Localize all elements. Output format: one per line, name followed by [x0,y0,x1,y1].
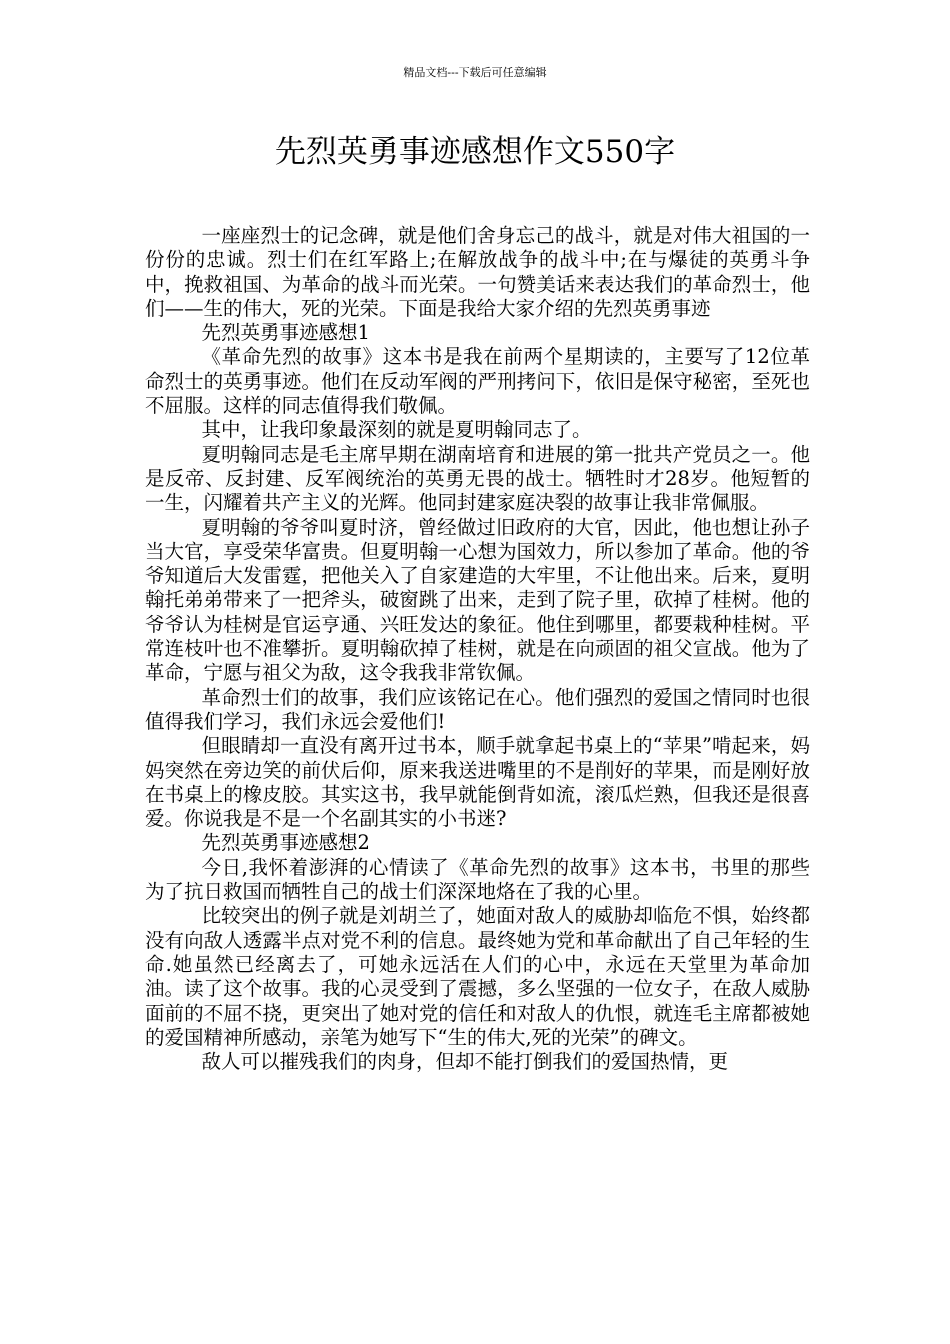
paragraph: 但眼睛却一直没有离开过书本，顺手就拿起书桌上的“苹果”啃起来，妈妈突然在旁边笑的前伏后仰，原来我送进嘴里的不是削好的苹果，而是刚好放在书桌上的橡皮胶。其实这书，我早就能倒背如流，滚瓜烂熟，但我还是很喜爱。你说我是不是一个名副其实的小书迷? [145,734,810,831]
paragraph: 夏明翰的爷爷叫夏时济，曾经做过旧政府的大官，因此，他也想让孙子当大官，享受荣华富贵。但夏明翰一心想为国效力，所以参加了革命。他的爷爷知道后大发雷霆，把他关入了自家建造的大牢里，不让他出来。后来，夏明翰托弟弟带来了一把斧头，破窗跳了出来，走到了院子里，砍掉了桂树。他的爷爷认为桂树是官运亨通、兴旺发达的象征。他住到哪里，都要栽种桂树。平常连枝叶也不准攀折。夏明翰砍掉了桂树，就是在向顽固的祖父宣战。他为了革命，宁愿与祖父为敌，这令我我非常钦佩。 [145,515,810,685]
paragraph: 今日,我怀着澎湃的心情读了《革命先烈的故事》这本书，书里的那些为了抗日救国而牺牲自己的战士们深深地烙在了我的心里。 [145,855,810,904]
paragraph: 比较突出的例子就是刘胡兰了，她面对敌人的威胁却临危不惧，始终都没有向敌人透露半点对党不利的信息。最终她为党和革命献出了自己年轻的生命.她虽然已经离去了，可她永远活在人们的心中，永远在天堂里为革命加油。读了这个故事。我的心灵受到了震撼，多么坚强的一位女子，在敌人威胁面前的不屈不挠，更突出了她对党的信任和对敌人的仇恨，就连毛主席都被她的爱国精神所感动，亲笔为她写下“生的伟大,死的光荣”的碑文。 [145,904,810,1049]
paragraph: 《革命先烈的故事》这本书是我在前两个星期读的，主要写了12位革命烈士的英勇事迹。他们在反动军阀的严刑拷问下，依旧是保守秘密，至死也不屈服。这样的同志值得我们敬佩。 [145,345,810,418]
header-note: 精品文档---下载后可任意编辑 [403,66,547,79]
document-body [145,224,810,1074]
section-heading: 先烈英勇事迹感想1 [201,321,370,345]
paragraph: 敌人可以摧残我们的肉身，但却不能打倒我们的爱国热情，更 [201,1050,729,1074]
document-title: 先烈英勇事迹感想作文550字 [274,134,676,170]
paragraph: 其中，让我印象最深刻的就是夏明翰同志了。 [201,418,592,442]
paragraph: 一座座烈士的记念碑，就是他们舍身忘己的战斗，就是对伟大祖国的一份份的忠诚。烈士们在红军路上;在解放战争的战斗中;在与爆徒的英勇斗争中，挽救祖国、为革命的战斗而光荣。一句赞美话来表达我们的革命烈士，他们——生的伟大，死的光荣。下面是我给大家介绍的先烈英勇事迹 [145,224,810,320]
paragraph: 革命烈士们的故事，我们应该铭记在心。他们强烈的爱国之情同时也很值得我们学习，我们永远会爱他们! [145,685,810,733]
section-heading: 先烈英勇事迹感想2 [201,831,370,855]
paragraph: 夏明翰同志是毛主席早期在湖南培育和进展的第一批共产党员之一。他是反帝、反封建、反军阀统治的英勇无畏的战士。牺牲时才28岁。他短暂的一生，闪耀着共产主义的光辉。他同封建家庭决裂的故事让我非常佩服。 [145,442,810,515]
